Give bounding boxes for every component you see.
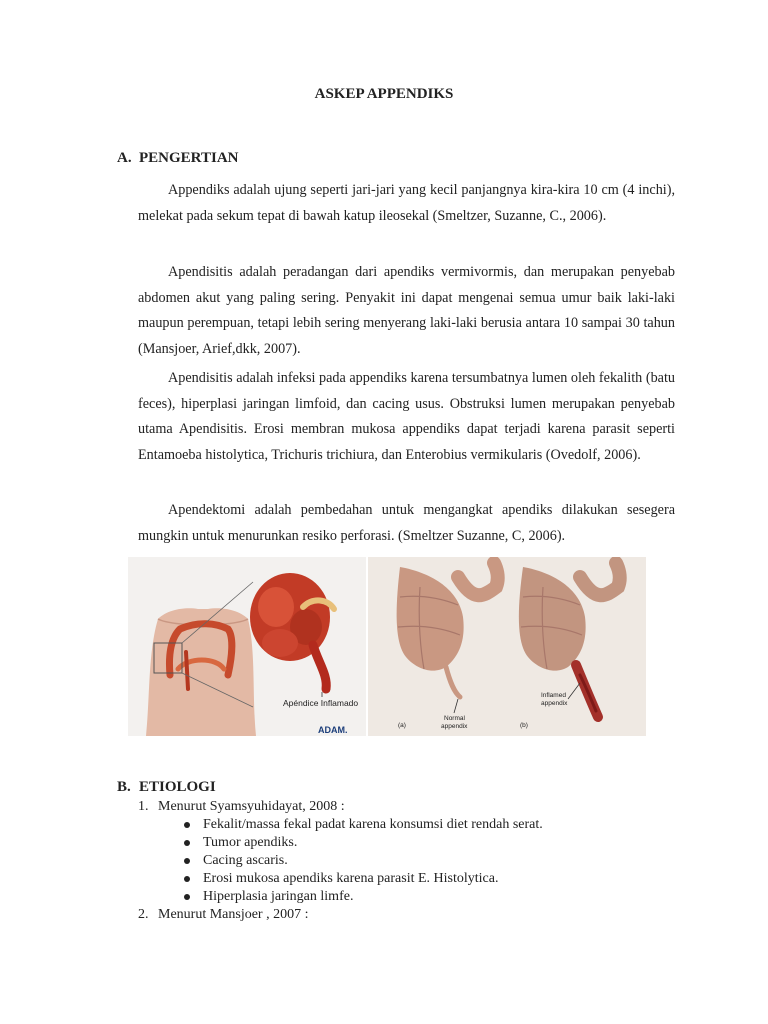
bullet-icon	[184, 840, 190, 846]
panel-a-tag: (a)	[398, 722, 406, 729]
panel-b-label-1: Inflamed	[541, 692, 566, 699]
section-b-letter: B.	[117, 779, 131, 795]
paragraph-4: Apendektomi adalah pembedahan untuk mengangkat apendiks dilakukan sesegera mungkin untuk menurunkan resiko perforasi. (Smeltzer Suzanne, C, 2006).	[138, 502, 675, 544]
etiologi-list	[138, 798, 543, 924]
item-text: Menurut Mansjoer , 2007 :	[158, 907, 309, 922]
etiologi-bullets	[138, 816, 543, 906]
appendix-illustration	[128, 557, 646, 736]
paragraph-1: Appendiks adalah ujung seperti jari-jari yang kecil panjangnya kira-kira 10 cm (4 inchi), melekat pada sekum tepat di bawah katup ileosekal (Smeltzer, Suzanne, C., 2006).	[138, 182, 675, 224]
bullet-text: Cacing ascaris.	[203, 853, 288, 868]
item-text: Menurut Syamsyuhidayat, 2008 :	[158, 799, 345, 814]
bullet-text: Hiperplasia jaringan limfe.	[203, 889, 354, 904]
section-a-heading	[117, 150, 239, 167]
section-a-title: PENGERTIAN	[139, 150, 239, 166]
bullet-icon	[184, 822, 190, 828]
bullet-text: Erosi mukosa apendiks karena parasit E. Histolytica.	[203, 871, 499, 886]
bullet-item	[138, 834, 543, 852]
appendix-figure	[128, 557, 646, 736]
bullet-item	[138, 852, 543, 870]
section-b-heading	[117, 779, 216, 796]
left-label: Apéndice Inflamado	[283, 698, 359, 708]
etiologi-item-1	[138, 798, 543, 816]
bullet-icon	[184, 894, 190, 900]
etiologi-item-2	[138, 906, 543, 924]
panel-b-label-2: appendix	[541, 700, 568, 707]
section-a-letter: A.	[117, 150, 132, 166]
item-number: 1.	[138, 799, 149, 814]
bullet-item	[138, 816, 543, 834]
adam-logo: ADAM.	[318, 725, 348, 735]
paragraph-3: Apendisitis adalah infeksi pada appendiks karena tersumbatnya lumen oleh fekalith (batu feces), hiperplasi jaringan limfoid, dan cacing usus. Obstruksi lumen merupakan penyebab utama Apendisitis. Erosi membran mukosa appendiks dapat terjadi karena parasit seperti Entamoeba histolytica, Trichuris trichiura, dan Enterobius vermikularis (Ovedolf, 2006).	[138, 370, 675, 463]
bullet-item	[138, 870, 543, 888]
paragraph-2: Apendisitis adalah peradangan dari apendiks vermivormis, dan merupakan penyebab abdomen akut yang paling sering. Penyakit ini dapat mengenai semua umur baik laki-laki maupun perempuan, tetapi lebih sering menyerang laki-laki berusia antara 10 sampai 30 tahun (Mansjoer, Arief,dkk, 2007).	[138, 264, 675, 357]
bullet-icon	[184, 876, 190, 882]
bullet-text: Fekalit/massa fekal padat karena konsumsi diet rendah serat.	[203, 817, 543, 832]
section-b-title: ETIOLOGI	[139, 779, 216, 795]
panel-b-tag: (b)	[520, 722, 528, 729]
document-title: ASKEP APPENDIKS	[314, 86, 454, 102]
bullet-item	[138, 888, 543, 906]
bullet-icon	[184, 858, 190, 864]
bullet-text: Tumor apendiks.	[203, 835, 298, 850]
panel-a-label-2: appendix	[441, 723, 468, 730]
item-number: 2.	[138, 907, 149, 922]
panel-a-label-1: Normal	[444, 715, 465, 722]
